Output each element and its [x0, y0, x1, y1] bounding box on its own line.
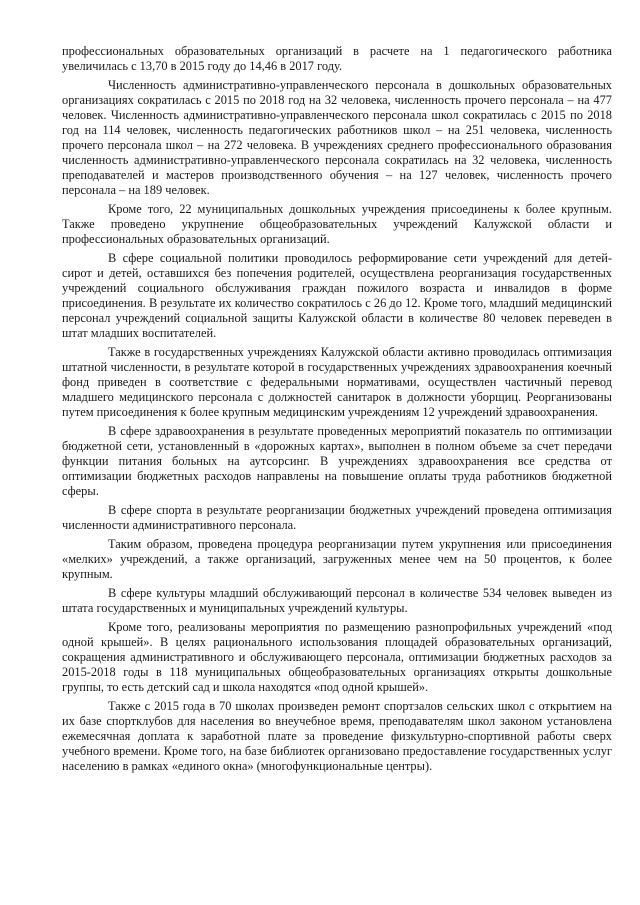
paragraph-one-roof: Кроме того, реализованы мероприятия по размещению разнопрофильных учреждений «под одной крышей». В целях рационального использования площадей образовательных организаций, сокращения административного и обслуживающего персонала, оптимизации бюджетных расходов за 2015-2018 годы в 118 муниципальных общеобразовательных организациях открыты дошкольные группы, то есть детский сад и школа находятся «под одной крышей». [62, 620, 612, 694]
paragraph-reorganization-summary: Таким образом, проведена процедура реорганизации путем укрупнения или присоединения «мелких» учреждений, а также организаций, загруженных менее чем на 50 процентов, к более крупным. [62, 537, 612, 581]
paragraph-preschool-merging: Кроме того, 22 муниципальных дошкольных учреждения присоединены к более крупным. Также проведено укрупнение общеобразовательных учреждений Калужской области и профессиональных образовательных организаций. [62, 202, 612, 246]
paragraph-culture: В сфере культуры младший обслуживающий персонал в количестве 534 человек выведен из штата государственных и муниципальных учреждений культуры. [62, 586, 612, 615]
paragraph-sport: В сфере спорта в результате реорганизации бюджетных учреждений проведена оптимизация численности административного персонала. [62, 503, 612, 532]
paragraph-staff-reduction: Численность административно-управленческого персонала в дошкольных образовательных организациях сократилась с 2015 по 2018 год на 32 человека, численность прочего персонала – на 477 человек. Численность административно-управленческого персонала школ сократилась с 2015 по 2018 год на 114 человек, численность педагогических работников школ – на 251 человека, численность прочего персонала школ – на 272 человека. В учреждениях среднего профессионального образования численность административно-управленческого персонала сократилась на 32 человека, численность преподавателей и мастеров производственного обучения – на 127 человек, численность прочего персонала – на 189 человек. [62, 78, 612, 197]
paragraph-continuation: профессиональных образовательных организаций в расчете на 1 педагогического работника увеличилась с 13,70 в 2015 году до 14,46 в 2017 году. [62, 44, 612, 73]
paragraph-healthcare: В сфере здравоохранения в результате проведенных мероприятий показатель по оптимизации бюджетной сети, установленный в «дорожных картах», выполнен в полном объеме за счет передачи функции питания больных на аутсорсинг. В учреждениях здравоохранения все средства от оптимизации бюджетных расходов направлены на повышение оплаты труда работников бюджетной сферы. [62, 424, 612, 498]
paragraph-social-policy: В сфере социальной политики проводилось реформирование сети учреждений для детей-сирот и детей, оставшихся без попечения родителей, осуществлена реорганизация государственных учреждений социального обслуживания граждан пожилого возраста и инвалидов в форме присоединения. В результате их количество сократилось с 26 до 12. Кроме того, младший медицинский персонал учреждений социальной защиты Калужской области в количестве 80 человек переведен в штат младших воспитателей. [62, 251, 612, 340]
paragraph-sports-halls: Также с 2015 года в 70 школах произведен ремонт спортзалов сельских школ с открытием на их базе спортклубов для населения во внеучебное время, преподавателям школ законом установлена ежемесячная доплата к заработной плате за проведение физкультурно-спортивной работы сверх учебного времени. Кроме того, на базе библиотек организовано предоставление государственных услуг населению в рамках «единого окна» (многофункциональные центры). [62, 699, 612, 773]
paragraph-staff-optimization: Также в государственных учреждениях Калужской области активно проводилась оптимизация штатной численности, в результате которой в государственных учреждениях здравоохранения коечный фонд приведен в соответствие с федеральными нормативами, осуществлен частичный перевод младшего медицинского персонала с должностей санитарок в должности уборщиц. Реорганизованы путем присоединения к более крупным медицинским учреждениям 12 учреждений здравоохранения. [62, 345, 612, 419]
